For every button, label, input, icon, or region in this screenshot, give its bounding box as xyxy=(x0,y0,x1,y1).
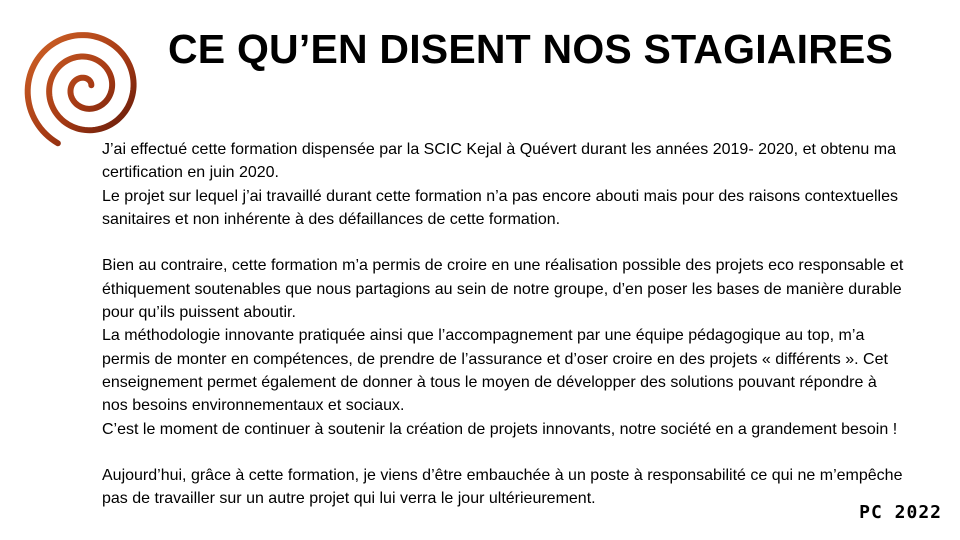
testimonial-line: Le projet sur lequel j’ai travaillé durant cette formation n’a pas encore abouti mais pour des raisons contextuelles xyxy=(102,187,898,205)
paragraph-gap xyxy=(102,231,952,254)
testimonial-line: enseignement permet également de donner à tous le moyen de développer des solutions pouvant répondre à xyxy=(102,373,877,391)
testimonial-line: Aujourd’hui, grâce à cette formation, je viens d’être embauchée à un poste à responsabilité ce qui ne m’empêche xyxy=(102,467,903,485)
testimonial-line: J’ai effectué cette formation dispensée par la SCIC Kejal à Quévert durant les années 2019- 2020, et obtenu ma xyxy=(102,141,896,158)
testimonial-line: permis de monter en compétences, de prendre de l’assurance et d’oser croire en des projets « différents ». Cet xyxy=(102,350,888,368)
signature: PC 2022 xyxy=(859,502,942,523)
spiral-logo-icon xyxy=(14,14,154,154)
testimonial-line: éthiquement soutenables que nous partagions au sein de notre groupe, d’en poser les bases de manière durable xyxy=(102,280,902,298)
testimonial-line: sanitaires et non inhérente à des défaillances de cette formation. xyxy=(102,210,561,228)
paragraph-gap xyxy=(102,441,952,464)
page-title: CE QU’EN DISENT NOS STAGIAIRES xyxy=(168,26,894,72)
testimonial-line: C’est le moment de continuer à soutenir la création de projets innovants, notre société en a grandement besoin ! xyxy=(102,420,898,438)
testimonial-text xyxy=(102,138,952,511)
testimonial-line: La méthodologie innovante pratiquée ainsi que l’accompagnement par une équipe pédagogique au top, m’a xyxy=(102,327,865,345)
testimonial-line: Bien au contraire, cette formation m’a permis de croire en une réalisation possible des projets eco responsable et xyxy=(102,257,904,275)
testimonial-line: pas de travailler sur un autre projet qui lui verra le jour ultérieurement. xyxy=(102,490,596,508)
testimonial-line: nos besoins environnementaux et sociaux. xyxy=(102,397,405,415)
testimonial-line: pour qu’ils puissent aboutir. xyxy=(102,304,296,322)
testimonial-line: certification en juin 2020. xyxy=(102,164,279,182)
spiral-logo-stroke xyxy=(28,35,134,143)
